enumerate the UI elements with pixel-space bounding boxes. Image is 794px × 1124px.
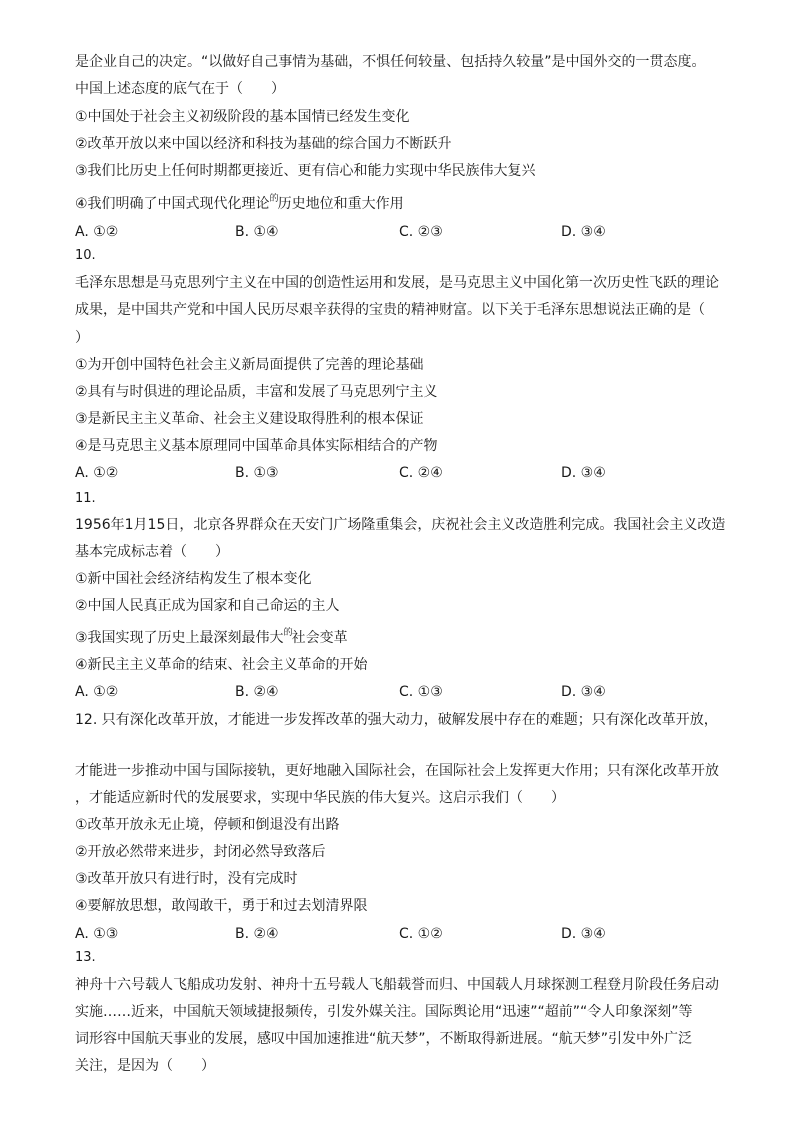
q11-item-3-text-a: ③我国实现了历史上最深刻最伟大 (75, 630, 284, 646)
q11-option-a[interactable]: A. ①② (75, 684, 119, 700)
q10-number: 10. (75, 248, 96, 263)
q12-item-2: ②开放必然带来进步，封闭必然导致落后 (75, 844, 326, 860)
q10-option-b[interactable]: B. ①③ (235, 465, 279, 481)
q12-option-a[interactable]: A. ①③ (75, 926, 119, 942)
q9-item-1: ①中国处于社会主义初级阶段的基本国情已经发生变化 (75, 109, 410, 125)
q13-stem-line-4: 关注，是因为（ ） (75, 1058, 215, 1074)
q12-option-b[interactable]: B. ②④ (235, 926, 279, 942)
q10-options (75, 463, 725, 483)
q9-item-4-superscript: 的 (269, 194, 278, 204)
q9-item-3: ③我们比历史上任何时期都更接近、更有信心和能力实现中华民族伟大复兴 (75, 163, 536, 179)
q10-option-d[interactable]: D. ③④ (561, 465, 606, 481)
q10-item-1: ①为开创中国特色社会主义新局面提供了完善的理论基础 (75, 357, 424, 373)
q10-option-a[interactable]: A. ①② (75, 465, 119, 481)
q10-option-c[interactable]: C. ②④ (399, 465, 443, 481)
q13-stem-line-1: 神舟十六号载人飞船成功发射、神舟十五号载人飞船载誉而归、中国载人月球探测工程登月阶段任务启动 (75, 977, 719, 993)
q9-option-c[interactable]: C. ②③ (399, 224, 443, 240)
q9-option-a[interactable]: A. ①② (75, 224, 119, 240)
q12-item-4: ④要解放思想，敢闯敢干，勇于和过去划清界限 (75, 898, 368, 914)
q11-item-3-superscript: 的 (283, 628, 292, 638)
q12-item-1: ①改革开放永无止境，停顿和倒退没有出路 (75, 817, 340, 833)
q13-number: 13. (75, 950, 96, 965)
q9-stem-line-1: 是企业自己的决定。“以做好自己事情为基础，不惧任何较量、包括持久较量”是中国外交的一贯态度。 (75, 54, 706, 70)
q9-item-2: ②改革开放以来中国以经济和科技为基础的综合国力不断跃升 (75, 136, 452, 152)
q10-item-2: ②具有与时俱进的理论品质，丰富和发展了马克思列宁主义 (75, 384, 438, 400)
q9-option-b[interactable]: B. ①④ (235, 224, 279, 240)
q12-stem-line-1: 12. 只有深化改革开放，才能进一步发挥改革的强大动力，破解发展中存在的难题；只有深化改革开放， (75, 712, 718, 728)
q11-number: 11. (75, 491, 96, 506)
q9-option-d[interactable]: D. ③④ (561, 224, 606, 240)
q11-item-3-text-b: 社会变革 (291, 630, 348, 646)
q11-item-4: ④新民主主义革命的结束、社会主义革命的开始 (75, 657, 368, 673)
q9-item-4 (75, 194, 404, 214)
q9-item-4-text-b: 历史地位和重大作用 (277, 196, 404, 212)
q11-stem-line-1: 1956年1月15日，北京各界群众在天安门广场隆重集会，庆祝社会主义改造胜利完成。我国社会主义改造 (75, 517, 726, 533)
q10-item-4: ④是马克思主义基本原理同中国革命具体实际相结合的产物 (75, 438, 438, 454)
q12-stem-line-2: 才能进一步推动中国与国际接轨，更好地融入国际社会，在国际社会上发挥更大作用；只有深化改革开放 (75, 763, 719, 779)
q11-stem-line-2: 基本完成标志着（ ） (75, 544, 229, 560)
q9-stem-line-2: 中国上述态度的底气在于（ ） (75, 81, 285, 97)
q10-item-3: ③是新民主主义革命、社会主义建设取得胜利的根本保证 (75, 411, 424, 427)
q11-option-b[interactable]: B. ②④ (235, 684, 279, 700)
q12-options (75, 924, 725, 944)
q11-option-c[interactable]: C. ①③ (399, 684, 443, 700)
q13-stem-line-2: 实施……近来，中国航天领域捷报频传，引发外媒关注。国际舆论用“迅速”“超前”“令人印象深刻”等 (75, 1004, 693, 1020)
q11-item-1: ①新中国社会经济结构发生了根本变化 (75, 571, 312, 587)
q9-item-4-text-a: ④我们明确了中国式现代化理论 (75, 196, 270, 212)
q11-item-3 (75, 628, 348, 648)
q11-option-d[interactable]: D. ③④ (561, 684, 606, 700)
q9-options (75, 222, 725, 242)
q10-stem-line-3: ） (75, 330, 89, 346)
q12-stem-line-3: ，才能适应新时代的发展要求，实现中华民族的伟大复兴。这启示我们（ ） (75, 790, 565, 806)
q12-item-3: ③改革开放只有进行时，没有完成时 (75, 871, 298, 887)
q11-item-2: ②中国人民真正成为国家和自己命运的主人 (75, 598, 340, 614)
q12-option-c[interactable]: C. ①② (399, 926, 443, 942)
q11-options (75, 682, 725, 702)
q10-stem-line-1: 毛泽东思想是马克思列宁主义在中国的创造性运用和发展，是马克思主义中国化第一次历史性飞跃的理论 (75, 275, 719, 291)
q10-stem-line-2: 成果，是中国共产党和中国人民历尽艰辛获得的宝贵的精神财富。以下关于毛泽东思想说法正确的是（ (75, 302, 705, 318)
q13-stem-line-3: 词形容中国航天事业的发展，感叹中国加速推进“航天梦”，不断取得新进展。“航天梦”引发中外广泛 (75, 1031, 693, 1047)
q12-option-d[interactable]: D. ③④ (561, 926, 606, 942)
